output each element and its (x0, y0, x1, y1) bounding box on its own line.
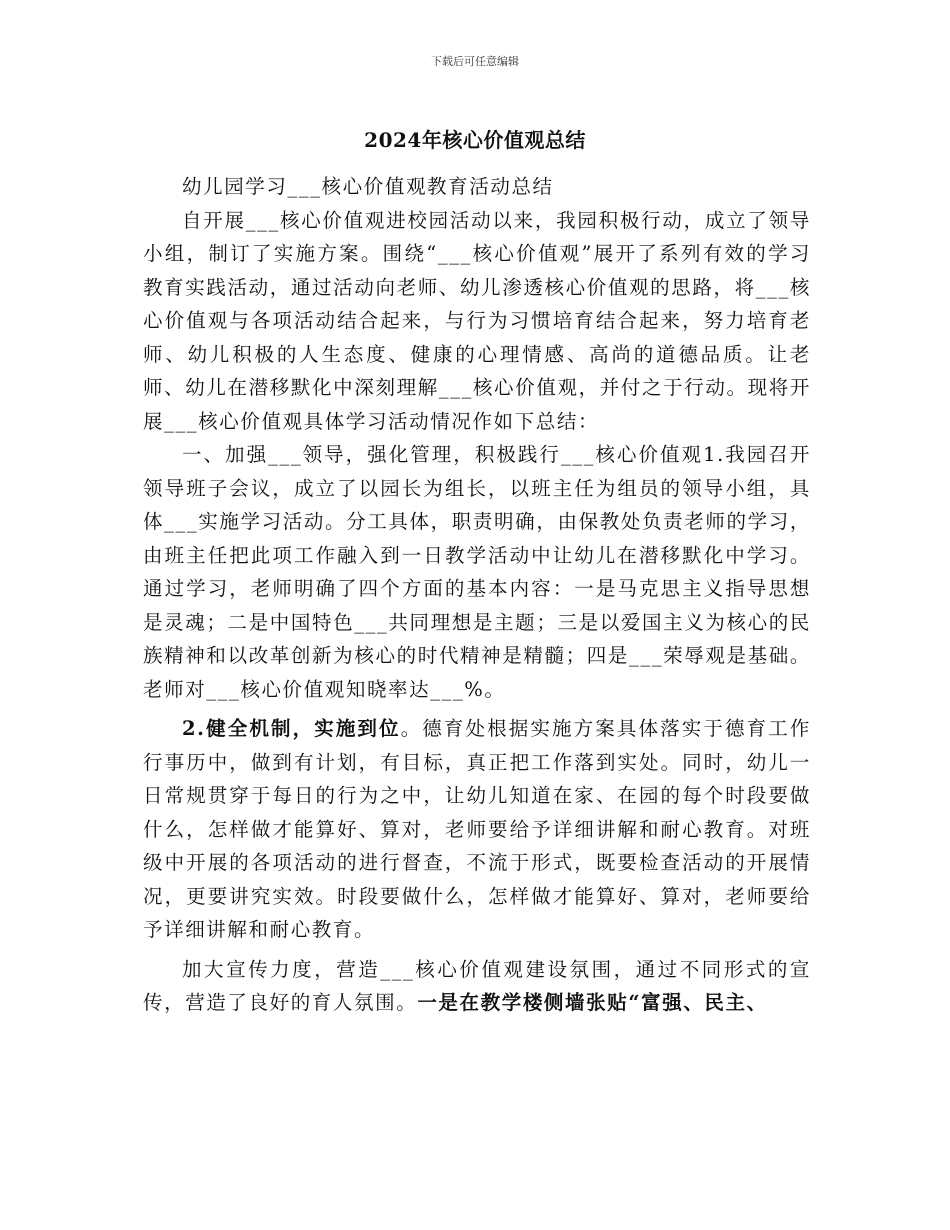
paragraph-publicity (143, 953, 811, 1020)
publicity-bold-text: 一是在教学楼侧墙张贴“富强、民主、 (417, 991, 768, 1014)
document-body (143, 170, 811, 1020)
page-header-note: 下载后可任意编辑 (431, 55, 519, 68)
paragraph-section-one: 一、加强___领导，强化管理，积极践行___核心价值观1.我园召开领导班子会议，成立了以园长为组长，以班主任为组员的领导小组，具体___实施学习活动。分工具体，职责明确，由保教处负责老师的学习，由班主任把此项工作融入到一日教学活动中让幼儿在潜移默化中学习。通过学习，老师明确了四个方面的基本内容：一是马克思主义指导思想是灵魂；二是中国特色___共同理想是主题；三是以爱国主义为核心的民族精神和以改革创新为核心的时代精神是精髓；四是___荣辱观是基础。老师对___核心价值观知晓率达___%。 (143, 443, 811, 701)
paragraph-intro: 自开展___核心价值观进校园活动以来，我园积极行动，成立了领导小组，制订了实施方案。围绕“___核心价值观”展开了系列有效的学习教育实践活动，通过活动向老师、幼儿渗透核心价值观的思路，将___核心价值观与各项活动结合起来，与行为习惯培育结合起来，努力培育老师、幼儿积极的人生态度、健康的心理情感、高尚的道德品质。让老师、幼儿在潜移默化中深刻理解___核心价值观，并付之于行动。现将开展___核心价值观具体学习活动情况作如下总结： (143, 208, 811, 433)
section-two-heading: 2.健全机制，实施到位 (182, 717, 401, 740)
section-two-text: 。德育处根据实施方案具体落实于德育工作行事历中，做到有计划，有目标，真正把工作落到实处。同时，幼儿一日常规贯穿于每日的行为之中，让幼儿知道在家、在园的每个时段要做什么，怎样做才能算好、算对，老师要给予详细讲解和耐心教育。对班级中开展的各项活动的进行督查，不流于形式，既要检查活动的开展情况，更要讲究实效。时段要做什么，怎样做才能算好、算对，老师要给予详细讲解和耐心教育。 (143, 717, 811, 941)
document-title: 2024年核心价值观总结 (364, 128, 586, 152)
document-subtitle: 幼儿园学习___核心价值观教育活动总结 (182, 175, 554, 198)
paragraph-section-two (143, 712, 811, 947)
publicity-text: 加大宣传力度，营造___核心价值观建设氛围，通过不同形式的宣传，营造了良好的育人氛围。 (143, 957, 811, 1014)
